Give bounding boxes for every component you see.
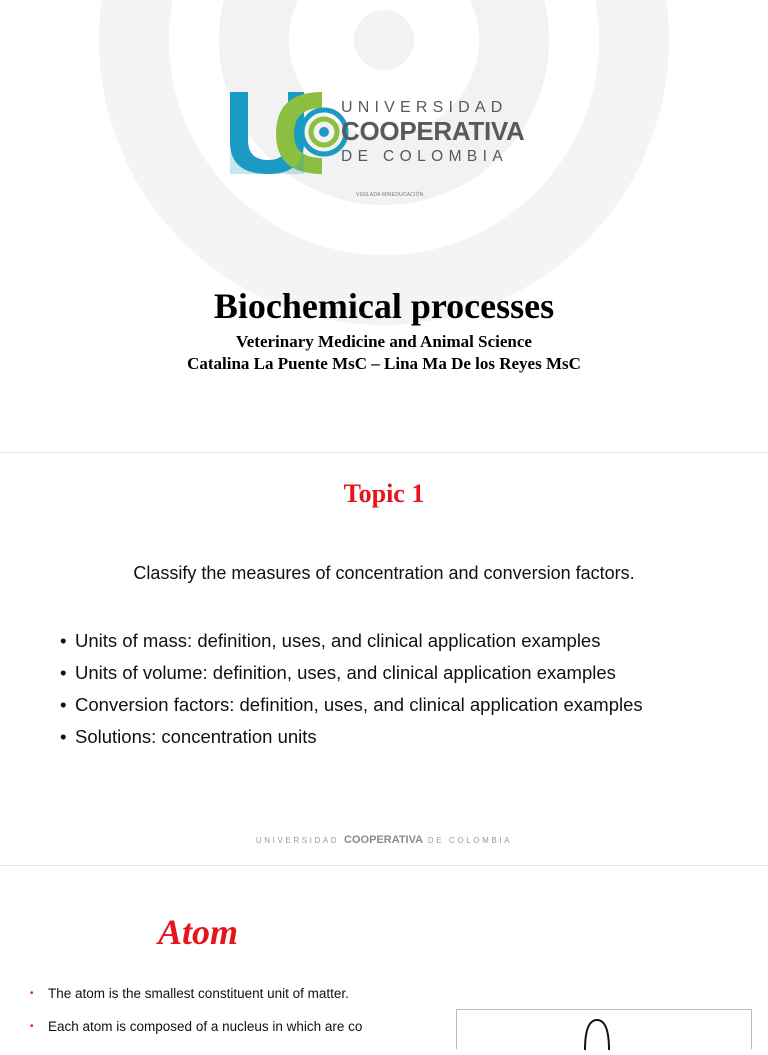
list-item xyxy=(30,977,362,1010)
bullet-dot-icon: • xyxy=(60,726,67,747)
list-item-text: Solutions: concentration units xyxy=(75,726,317,747)
atom-diagram xyxy=(456,1009,752,1049)
logo-text-cooperativa: COOPERATIVA xyxy=(341,116,525,146)
list-item-text: Units of volume: definition, uses, and clinical application examples xyxy=(75,662,616,683)
topic-slide xyxy=(0,453,768,865)
topic-bullet-list xyxy=(60,625,643,753)
title-slide xyxy=(0,0,768,452)
list-item-text: Conversion factors: definition, uses, and clinical application examples xyxy=(75,694,643,715)
atom-bullet-list xyxy=(30,977,362,1043)
list-item xyxy=(30,1010,362,1043)
footer-brand-middle: COOPERATIVA xyxy=(344,834,424,846)
logo-tagline: VIGILADA MINEDUCACIÓN xyxy=(356,192,424,198)
bullet-dot-icon: • xyxy=(30,988,34,999)
logo-text-universidad: UNIVERSIDAD xyxy=(341,99,508,116)
bullet-dot-icon: • xyxy=(60,662,67,683)
list-item-text: Each atom is composed of a nucleus in which are co xyxy=(48,1019,363,1034)
bullet-dot-icon: • xyxy=(60,694,67,715)
list-item xyxy=(60,689,643,721)
background-rings xyxy=(0,0,768,452)
list-item-text: Units of mass: definition, uses, and clinical application examples xyxy=(75,630,601,651)
logo-text-de-colombia: DE COLOMBIA xyxy=(341,148,509,165)
list-item xyxy=(60,625,643,657)
list-item xyxy=(60,657,643,689)
footer-brand-right: DE COLOMBIA xyxy=(427,836,513,845)
atom-slide xyxy=(0,866,768,1034)
atom-diagram-icon xyxy=(457,1010,753,1050)
atom-heading: Atom xyxy=(158,912,239,952)
footer-brand-left: UNIVERSIDAD xyxy=(255,836,340,845)
slide-subtitle-program: Veterinary Medicine and Animal Science xyxy=(236,332,532,351)
slide-subtitle-authors: Catalina La Puente MsC – Lina Ma De los Reyes MsC xyxy=(187,354,581,373)
bullet-dot-icon: • xyxy=(60,630,67,651)
bullet-dot-icon: • xyxy=(30,1021,34,1032)
slide-title: Biochemical processes xyxy=(213,286,555,326)
list-item-text: The atom is the smallest constituent unit of matter. xyxy=(48,986,349,1001)
topic-intro: Classify the measures of concentration and conversion factors. xyxy=(133,563,635,583)
footer-brand xyxy=(0,834,768,846)
list-item xyxy=(60,721,643,753)
topic-heading: Topic 1 xyxy=(343,479,425,508)
